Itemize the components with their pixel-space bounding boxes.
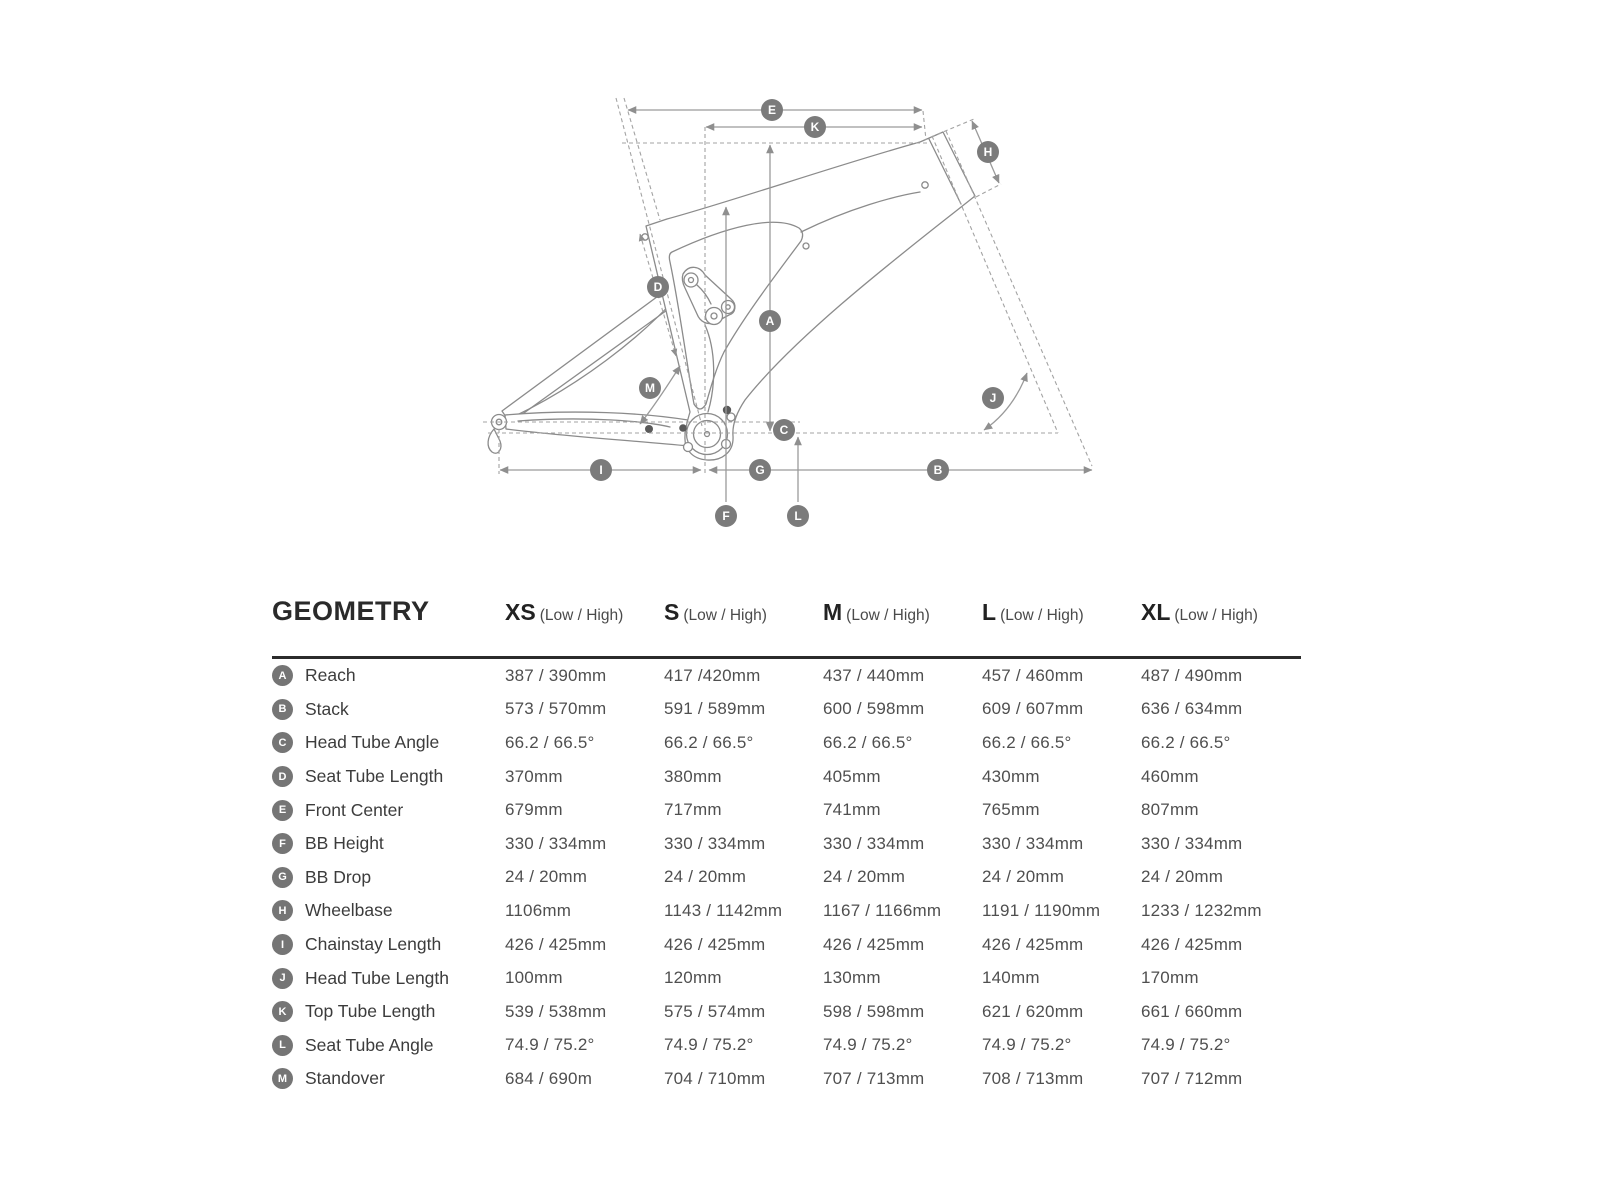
cell-value: 66.2 / 66.5° xyxy=(1141,732,1231,752)
row-letter-badge: E xyxy=(272,800,293,821)
row-label: Stack xyxy=(305,698,349,719)
cell-value: 120mm xyxy=(664,968,722,988)
row-label: Standover xyxy=(305,1068,385,1089)
cell-value: 426 / 425mm xyxy=(1141,934,1243,954)
cell-value: 430mm xyxy=(982,766,1040,786)
cell-value: 704 / 710mm xyxy=(664,1068,766,1088)
cell-value: 330 / 334mm xyxy=(664,833,766,853)
svg-text:E: E xyxy=(767,103,777,117)
cell-value: 140mm xyxy=(982,968,1040,988)
dim-badge-b xyxy=(759,310,781,332)
cell-value: 330 / 334mm xyxy=(505,833,607,853)
cell-value: 66.2 / 66.5° xyxy=(982,732,1072,752)
svg-text:G: G xyxy=(755,463,765,477)
cell-value: 330 / 334mm xyxy=(982,833,1084,853)
row-label: Top Tube Length xyxy=(305,1001,436,1022)
cell-value: 74.9 / 75.2° xyxy=(664,1035,754,1055)
row-label: Reach xyxy=(305,665,356,686)
geometry-table xyxy=(272,596,1301,1096)
cell-value: 573 / 570mm xyxy=(505,699,607,719)
cell-value: 741mm xyxy=(823,800,881,820)
row-letter-badge: G xyxy=(272,867,293,888)
table-row-bb-height xyxy=(272,827,1301,861)
cell-value: 684 / 690m xyxy=(505,1068,593,1088)
row-letter-badge: B xyxy=(272,699,293,720)
dim-badge-e xyxy=(927,459,949,481)
cell-value: 74.9 / 75.2° xyxy=(1141,1035,1231,1055)
dim-badge-i xyxy=(590,459,612,481)
row-letter-badge: I xyxy=(272,934,293,955)
table-row-front-center xyxy=(272,793,1301,827)
row-letter-badge: K xyxy=(272,1001,293,1022)
cell-value: 1106mm xyxy=(505,900,572,920)
dim-badge-k xyxy=(761,99,783,121)
table-row-wheelbase xyxy=(272,894,1301,928)
svg-text:M: M xyxy=(645,381,655,395)
bike-frame-diagram xyxy=(440,70,1140,540)
dim-badge-d xyxy=(647,276,669,298)
column-header-l: L (Low / High) xyxy=(982,599,1084,625)
row-label: Head Tube Angle xyxy=(305,732,440,753)
cell-value: 170mm xyxy=(1141,968,1199,988)
dim-badge-m xyxy=(715,505,737,527)
cell-value: 74.9 / 75.2° xyxy=(823,1035,913,1055)
dim-badge-f xyxy=(787,505,809,527)
cell-value: 707 / 712mm xyxy=(1141,1068,1243,1088)
dim-badge-c xyxy=(982,387,1004,409)
column-header-xl: XL (Low / High) xyxy=(1141,599,1258,625)
table-row-standover xyxy=(272,1062,1301,1096)
cell-value: 591 / 589mm xyxy=(664,699,766,719)
svg-text:L: L xyxy=(794,509,802,523)
cell-value: 74.9 / 75.2° xyxy=(982,1035,1072,1055)
cell-value: 24 / 20mm xyxy=(823,867,906,887)
table-row-head-tube-length xyxy=(272,961,1301,995)
cell-value: 330 / 334mm xyxy=(1141,833,1243,853)
cell-value: 380mm xyxy=(664,766,722,786)
cell-value: 598 / 598mm xyxy=(823,1001,925,1021)
cell-value: 609 / 607mm xyxy=(982,699,1084,719)
cell-value: 100mm xyxy=(505,968,563,988)
cell-value: 621 / 620mm xyxy=(982,1001,1084,1021)
cell-value: 66.2 / 66.5° xyxy=(505,732,595,752)
cell-value: 417 /420mm xyxy=(664,665,761,685)
table-row-top-tube-length xyxy=(272,995,1301,1029)
row-letter-badge: F xyxy=(272,833,293,854)
svg-text:A: A xyxy=(765,314,775,328)
cell-value: 66.2 / 66.5° xyxy=(664,732,754,752)
svg-text:B: B xyxy=(933,463,943,477)
row-letter-badge: J xyxy=(272,968,293,989)
svg-text:F: F xyxy=(722,509,730,523)
row-letter-badge: L xyxy=(272,1035,293,1056)
cell-value: 130mm xyxy=(823,968,881,988)
column-header-m: M (Low / High) xyxy=(823,599,930,625)
row-letter-badge: A xyxy=(272,665,293,686)
cell-value: 1167 / 1166mm xyxy=(823,900,942,920)
dim-badge-l xyxy=(639,377,661,399)
svg-text:D: D xyxy=(653,280,663,294)
cell-value: 679mm xyxy=(505,800,563,820)
cell-value: 1233 / 1232mm xyxy=(1141,900,1262,920)
cell-value: 600 / 598mm xyxy=(823,699,925,719)
row-label: Head Tube Length xyxy=(305,967,450,988)
cell-value: 66.2 / 66.5° xyxy=(823,732,913,752)
cell-value: 24 / 20mm xyxy=(505,867,588,887)
cell-value: 426 / 425mm xyxy=(664,934,766,954)
geometry-diagram xyxy=(440,70,1140,540)
table-row-reach xyxy=(272,659,1301,693)
cell-value: 460mm xyxy=(1141,766,1199,786)
cell-value: 487 / 490mm xyxy=(1141,665,1243,685)
row-letter-badge: H xyxy=(272,900,293,921)
row-label: Seat Tube Length xyxy=(305,766,444,787)
table-row-chainstay-length xyxy=(272,928,1301,962)
cell-value: 437 / 440mm xyxy=(823,665,925,685)
cell-value: 1191 / 1190mm xyxy=(982,900,1101,920)
dim-badge-j xyxy=(977,141,999,163)
table-header-row xyxy=(272,596,1301,656)
table-row-bb-drop xyxy=(272,861,1301,895)
svg-text:J: J xyxy=(989,391,997,405)
svg-text:K: K xyxy=(810,120,820,134)
cell-value: 575 / 574mm xyxy=(664,1001,766,1021)
row-letter-badge: C xyxy=(272,732,293,753)
table-row-head-tube-angle xyxy=(272,726,1301,760)
cell-value: 24 / 20mm xyxy=(1141,867,1224,887)
svg-text:I: I xyxy=(599,463,603,477)
table-row-stack xyxy=(272,693,1301,727)
row-label: Chainstay Length xyxy=(305,934,442,955)
cell-value: 426 / 425mm xyxy=(982,934,1084,954)
cell-value: 24 / 20mm xyxy=(982,867,1065,887)
cell-value: 539 / 538mm xyxy=(505,1001,607,1021)
cell-value: 405mm xyxy=(823,766,881,786)
cell-value: 426 / 425mm xyxy=(505,934,607,954)
row-label: Seat Tube Angle xyxy=(305,1034,434,1055)
cell-value: 636 / 634mm xyxy=(1141,699,1243,719)
cell-value: 707 / 713mm xyxy=(823,1068,925,1088)
cell-value: 330 / 334mm xyxy=(823,833,925,853)
row-letter-badge: D xyxy=(272,766,293,787)
dim-badge-h xyxy=(749,459,771,481)
cell-value: 457 / 460mm xyxy=(982,665,1084,685)
svg-text:H: H xyxy=(983,145,993,159)
svg-text:C: C xyxy=(779,423,789,437)
dim-badge-g xyxy=(773,419,795,441)
cell-value: 426 / 425mm xyxy=(823,934,925,954)
row-label: BB Height xyxy=(305,833,384,854)
row-label: BB Drop xyxy=(305,866,372,887)
cell-value: 765mm xyxy=(982,800,1040,820)
cell-value: 717mm xyxy=(664,800,722,820)
row-letter-badge: M xyxy=(272,1068,293,1089)
dim-badge-a xyxy=(804,116,826,138)
cell-value: 370mm xyxy=(505,766,563,786)
cell-value: 807mm xyxy=(1141,800,1199,820)
cell-value: 74.9 / 75.2° xyxy=(505,1035,595,1055)
cell-value: 24 / 20mm xyxy=(664,867,747,887)
column-header-s: S (Low / High) xyxy=(664,599,767,625)
cell-value: 661 / 660mm xyxy=(1141,1001,1243,1021)
table-row-seat-tube-length xyxy=(272,760,1301,794)
table-row-seat-tube-angle xyxy=(272,1029,1301,1063)
row-label: Front Center xyxy=(305,799,404,820)
row-label: Wheelbase xyxy=(305,900,393,921)
bike-frame-outline xyxy=(488,132,975,460)
cell-value: 387 / 390mm xyxy=(505,665,607,685)
cell-value: 708 / 713mm xyxy=(982,1068,1084,1088)
table-title: GEOMETRY xyxy=(272,596,430,626)
cell-value: 1143 / 1142mm xyxy=(664,900,783,920)
column-header-xs: XS (Low / High) xyxy=(505,599,624,625)
